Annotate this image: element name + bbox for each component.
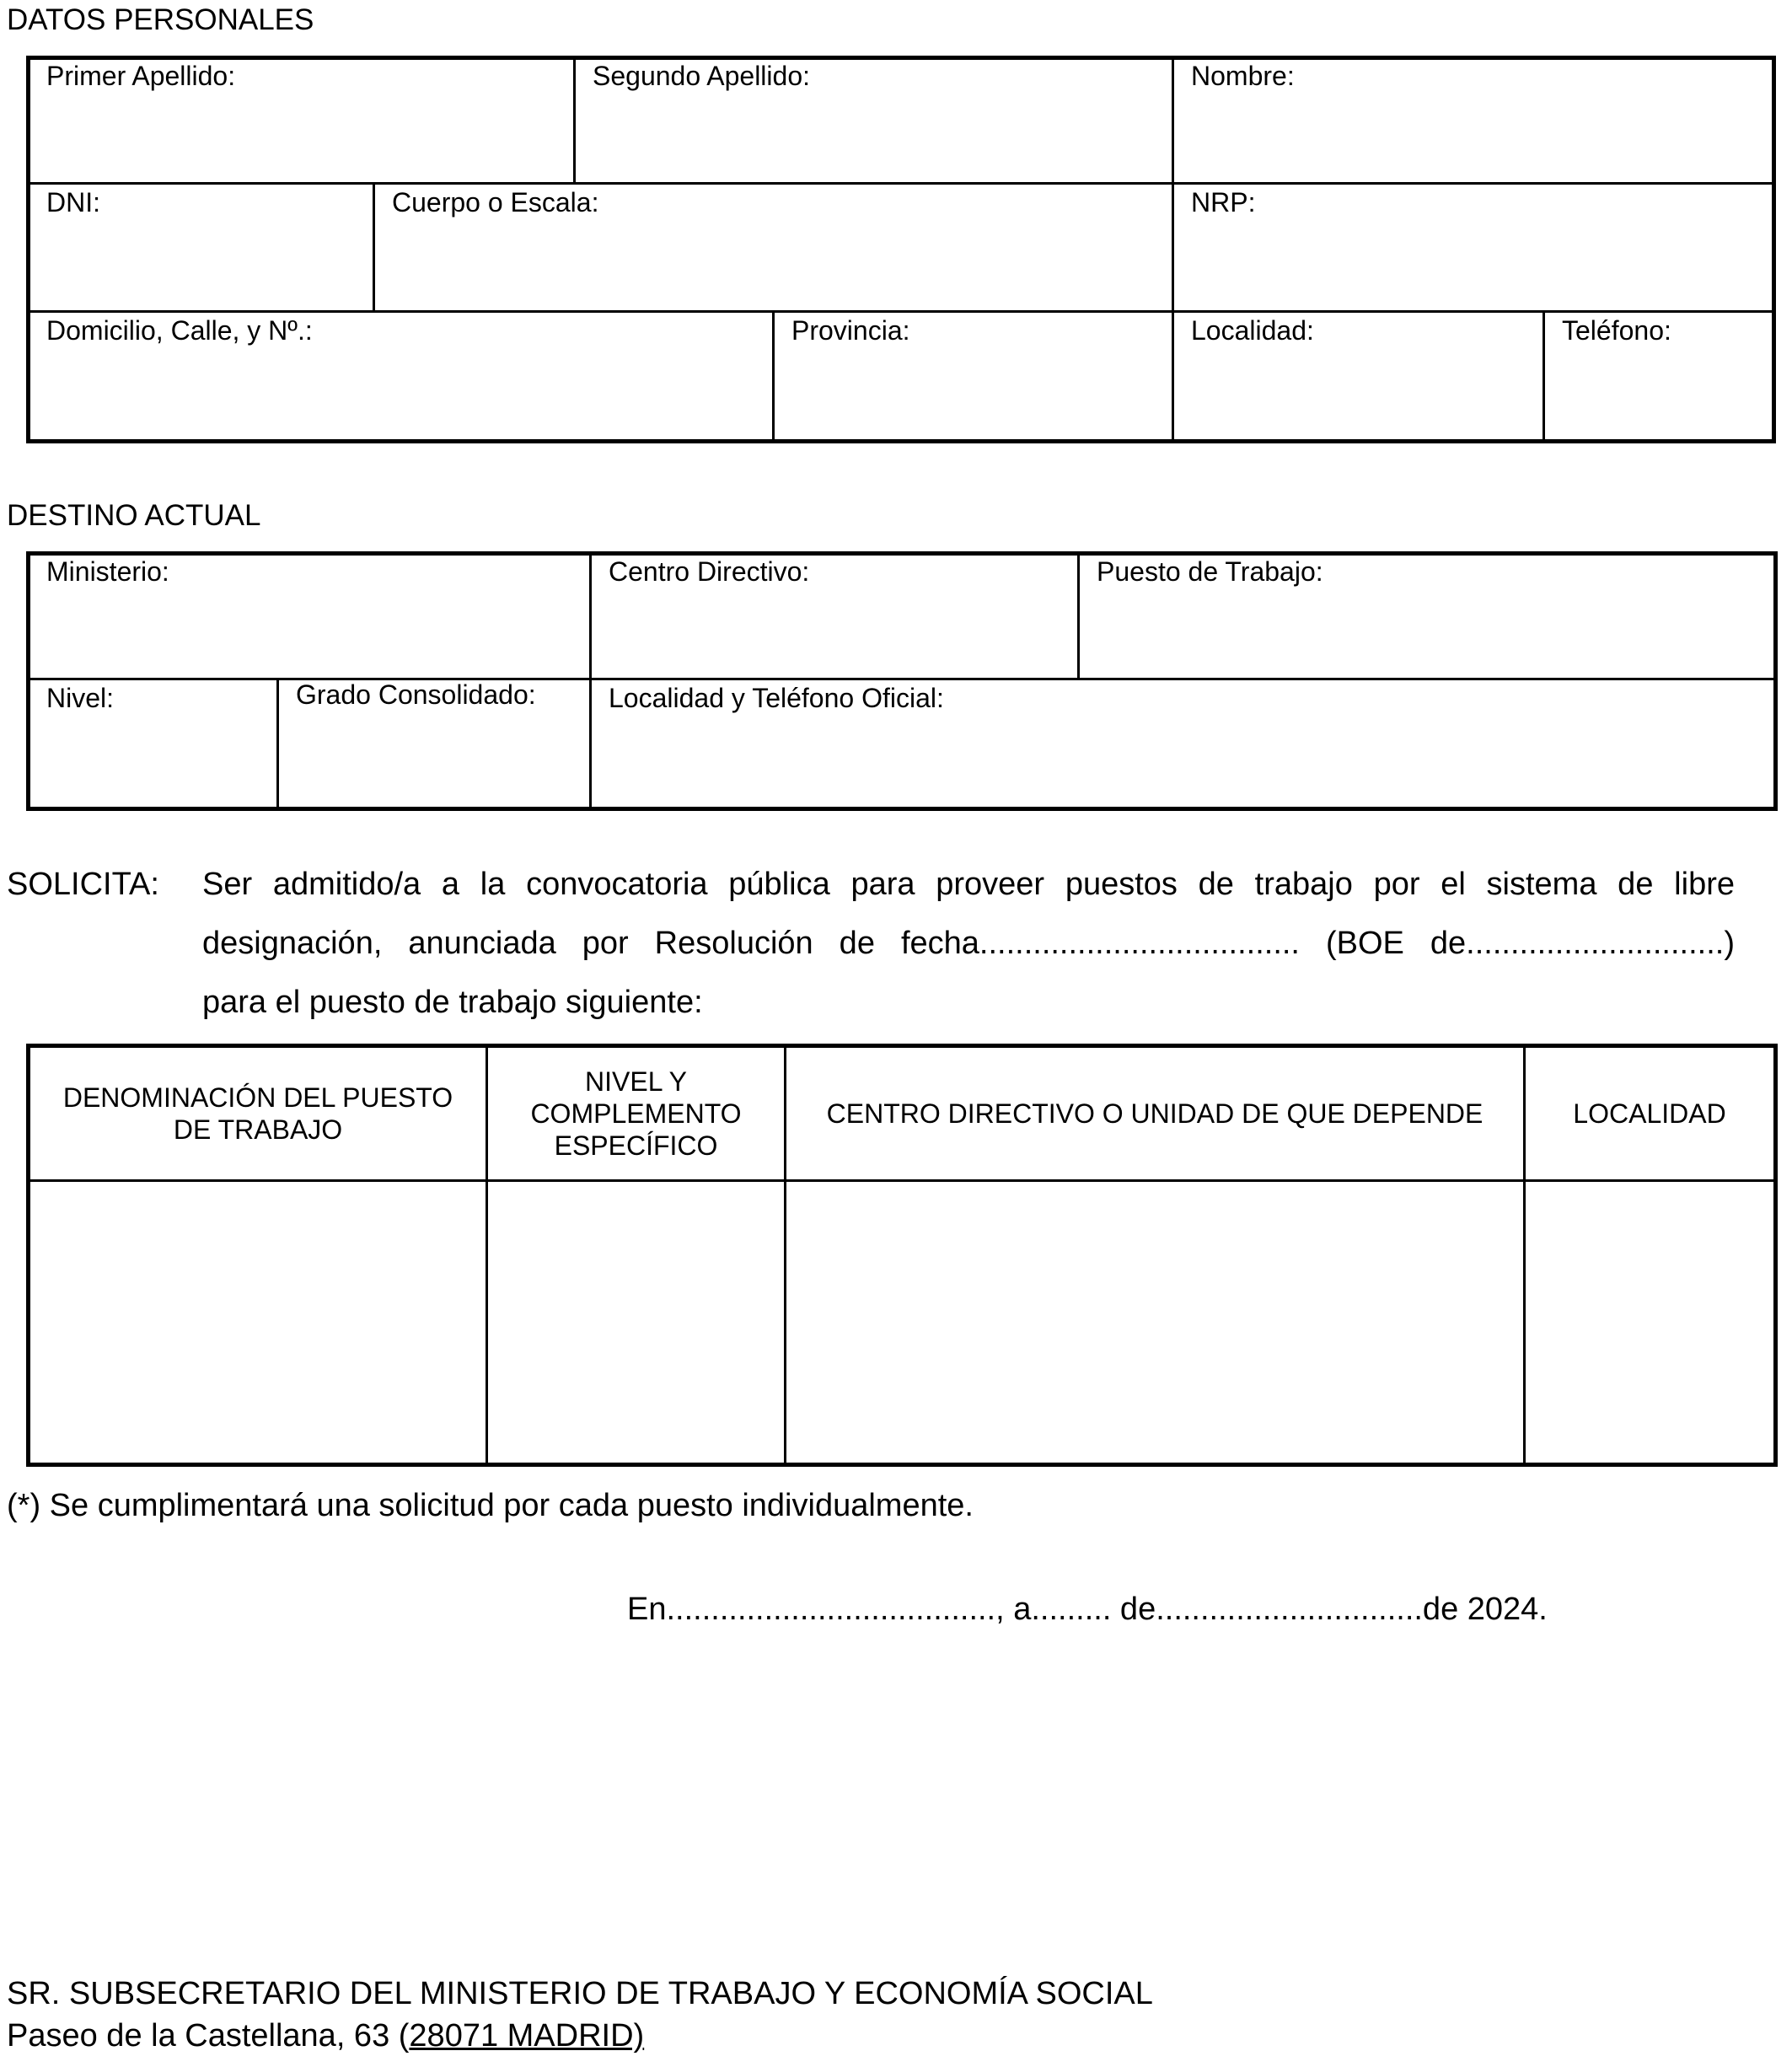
divider (1172, 57, 1174, 442)
table-cell-denominacion[interactable] (30, 1182, 486, 1463)
addressee-line: SR. SUBSECRETARIO DEL MINISTERIO DE TRABAJO Y ECONOMÍA SOCIAL (7, 1976, 1153, 2011)
table-header-localidad: LOCALIDAD (1573, 1098, 1726, 1129)
divider (772, 310, 775, 442)
field-provincia[interactable]: Provincia: (791, 315, 910, 346)
field-nivel[interactable]: Nivel: (46, 683, 115, 713)
divider (573, 57, 576, 184)
field-localidad-telefono-oficial[interactable]: Localidad y Teléfono Oficial: (609, 683, 944, 713)
section-title-personal: DATOS PERSONALES (7, 3, 314, 36)
table-cell-centro-directivo[interactable] (786, 1182, 1523, 1463)
field-segundo-apellido[interactable]: Segundo Apellido: (593, 61, 810, 91)
table-header-centro-directivo: CENTRO DIRECTIVO O UNIDAD DE QUE DEPENDE (826, 1098, 1483, 1129)
solicita-label: SOLICITA: (7, 867, 159, 902)
divider (276, 678, 279, 809)
section-title-destino: DESTINO ACTUAL (7, 499, 261, 532)
field-cuerpo-escala[interactable]: Cuerpo o Escala: (392, 187, 599, 217)
field-centro-directivo[interactable]: Centro Directivo: (609, 556, 810, 587)
divider (1543, 310, 1545, 442)
solicita-line-3: para el puesto de trabajo siguiente: (202, 985, 703, 1020)
divider (589, 553, 592, 809)
address-line (7, 2018, 644, 2054)
divider (373, 182, 375, 312)
field-primer-apellido[interactable]: Primer Apellido: (46, 61, 236, 91)
field-ministerio[interactable]: Ministerio: (46, 556, 169, 587)
field-localidad[interactable]: Localidad: (1191, 315, 1314, 346)
field-nrp[interactable]: NRP: (1191, 187, 1256, 217)
solicita-line-2: designación, anunciada por Resolución de fecha.................................... (BOE de.............................) (202, 926, 1735, 961)
solicita-line-1: Ser admitido/a a la convocatoria pública para proveer puestos de trabajo por el sistema de libre (202, 867, 1735, 902)
destino-data-box (26, 551, 1778, 811)
date-place-line[interactable]: En....................................., a......... de..............................de 2024. (627, 1592, 1548, 1627)
divider (28, 310, 1774, 313)
field-dni[interactable]: DNI: (46, 187, 100, 217)
divider (1077, 553, 1080, 679)
field-domicilio[interactable]: Domicilio, Calle, y Nº.: (46, 315, 313, 346)
address-postal: 28071 MADRID) (409, 2018, 645, 2054)
table-cell-localidad[interactable] (1526, 1182, 1773, 1463)
field-nombre[interactable]: Nombre: (1191, 61, 1295, 91)
field-telefono[interactable]: Teléfono: (1562, 315, 1671, 346)
table-header-nivel-complemento: NIVEL Y COMPLEMENTO ESPECÍFICO (530, 1066, 742, 1161)
table-header-denominacion: DENOMINACIÓN DEL PUESTO DE TRABAJO (62, 1082, 453, 1145)
address-street: Paseo de la Castellana, 63 ( (7, 2018, 410, 2054)
field-grado-consolidado[interactable]: Grado Consolidado: (296, 679, 536, 710)
footnote: (*) Se cumplimentará una solicitud por cada puesto individualmente. (7, 1488, 974, 1523)
divider (28, 182, 1774, 185)
personal-data-box (26, 56, 1776, 443)
divider (28, 678, 1776, 680)
table-cell-nivel-complemento[interactable] (488, 1182, 784, 1463)
field-puesto-trabajo[interactable]: Puesto de Trabajo: (1097, 556, 1323, 587)
